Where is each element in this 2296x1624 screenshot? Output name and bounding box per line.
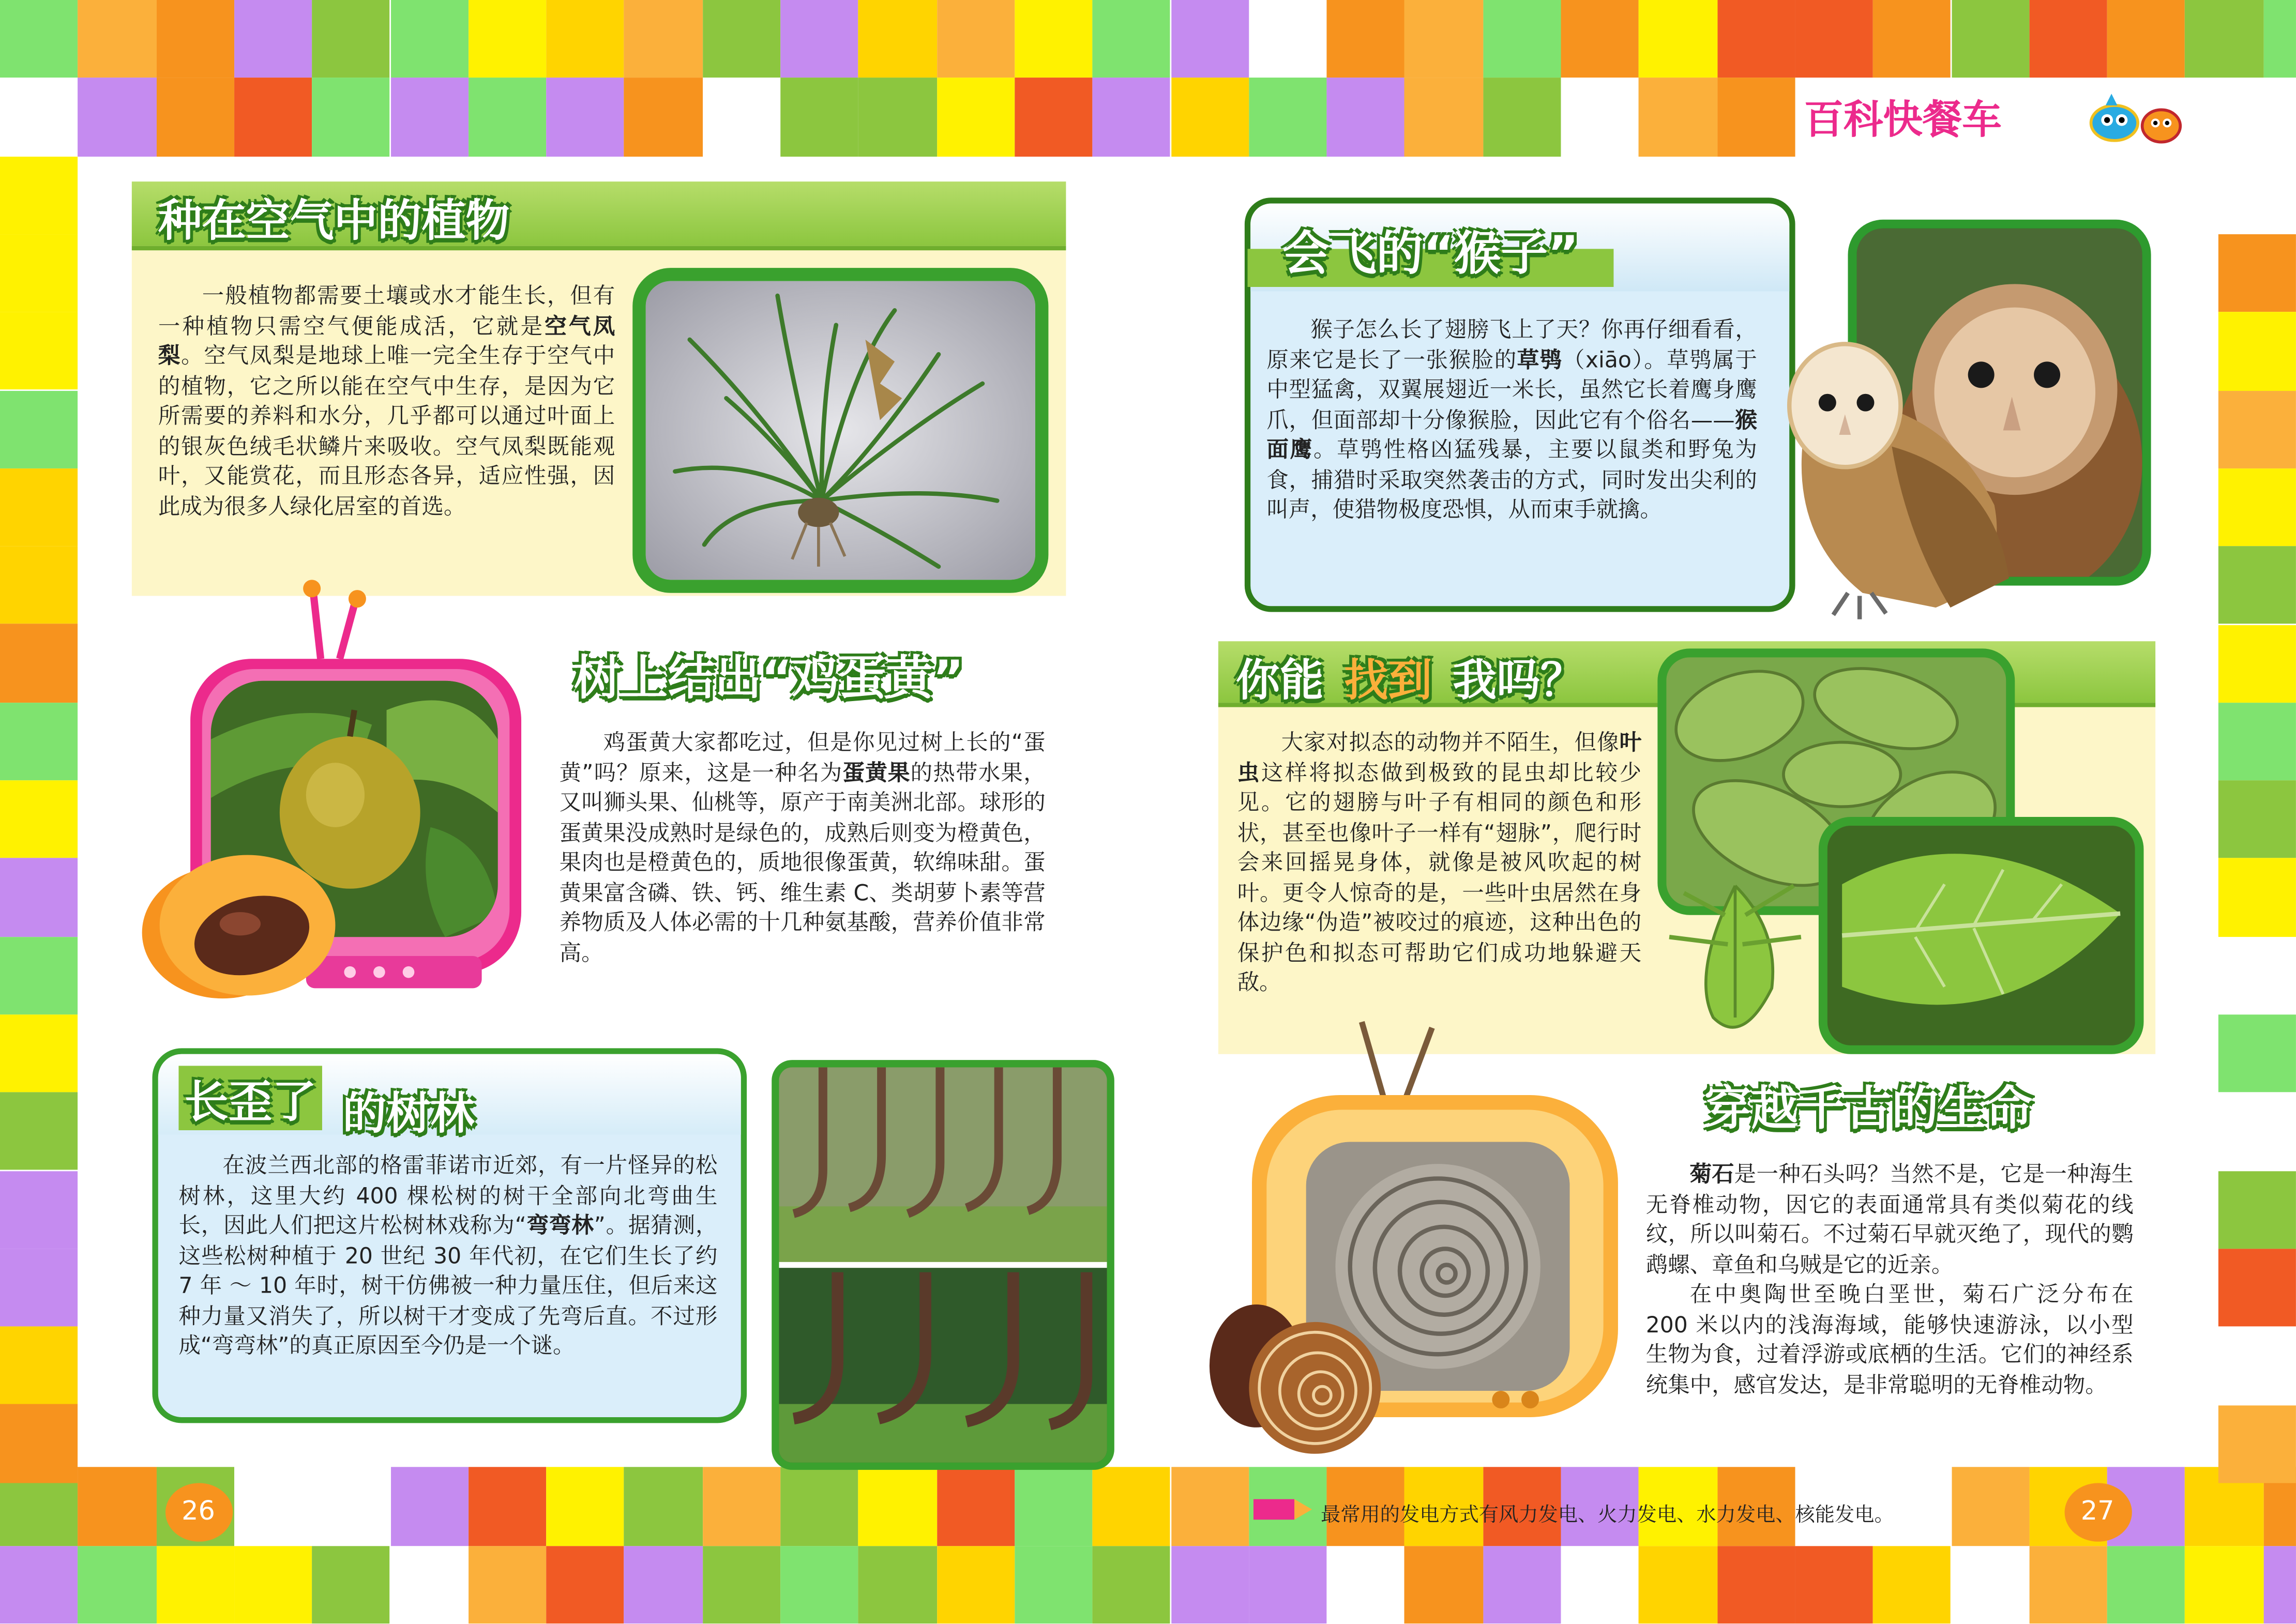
border-tile bbox=[1717, 78, 1795, 156]
border-tile bbox=[312, 78, 390, 156]
border-tile bbox=[0, 1014, 78, 1092]
border-tile bbox=[702, 1467, 780, 1545]
border-tile bbox=[2218, 1014, 2296, 1092]
egg-fruit-title: 树上结出“鸡蛋黄” bbox=[573, 650, 964, 706]
border-tile bbox=[0, 780, 78, 858]
border-tile bbox=[78, 1545, 156, 1623]
border-tile bbox=[858, 0, 936, 78]
forest-title-part1: 长歪了 bbox=[178, 1066, 322, 1130]
border-tile bbox=[0, 156, 78, 234]
border-tile bbox=[1639, 78, 1717, 156]
border-tile bbox=[1249, 0, 1327, 78]
border-tile bbox=[780, 0, 858, 78]
border-tile bbox=[1171, 1545, 1249, 1623]
border-tile bbox=[2218, 390, 2296, 468]
border-tile bbox=[1015, 78, 1093, 156]
border-tile bbox=[2218, 234, 2296, 312]
border-tile bbox=[2185, 1545, 2263, 1623]
ammonite-shell-illustration bbox=[1198, 1285, 1388, 1467]
border-tile bbox=[156, 78, 234, 156]
leaf-insect-text: 大家对拟态的动物并不陌生，但像叶虫这样将拟态做到极致的昆虫却比较少见。它的翅膀与叶子有相同的颜色和形状，甚至也像叶子一样有“翅脉”，爬行时会来回摇晃身体，就像是被风吹起的树叶。更令人惊奇的是，一些叶虫居然在身体边缘“伪造”被咬过的痕迹，这种出色的保护色和拟态可帮助它们成功地躲避天敌。 bbox=[1237, 729, 1642, 996]
border-tile bbox=[624, 0, 702, 78]
border-tile bbox=[312, 1545, 390, 1623]
border-tile bbox=[234, 1467, 312, 1545]
border-tile bbox=[2218, 312, 2296, 390]
border-tile bbox=[312, 0, 390, 78]
border-tile bbox=[1171, 78, 1249, 156]
border-tile bbox=[390, 1467, 469, 1545]
border-tile bbox=[469, 0, 547, 78]
border-tile bbox=[156, 0, 234, 78]
border-tile bbox=[1405, 1545, 1483, 1623]
forest-photo bbox=[772, 1060, 1114, 1470]
border-tile bbox=[78, 78, 156, 156]
border-tile bbox=[0, 624, 78, 702]
border-tile bbox=[1015, 1467, 1093, 1545]
border-tile bbox=[312, 1467, 390, 1545]
border-tile bbox=[546, 1545, 624, 1623]
border-tile bbox=[936, 1467, 1015, 1545]
border-tile bbox=[1561, 1545, 1639, 1623]
brand-logo bbox=[1804, 88, 2053, 144]
ammonite-text: 菊石是一种石头吗？当然不是，它是一种海生无脊椎动物，因它的表面通常具有类似菊花的线纹，所以叫菊石。不过菊石早就灭绝了，现代的鹦鹉螺、章鱼和乌贼是它的近亲。 在中奥陶世至晚白垩世，菊石广泛分布在 200 米以内的浅海海域，能够快速游泳，以小型生物为食，过着浮游或底栖的生活。它们的神经系统集中，感官发达，是非常聪明的无脊椎动物。 bbox=[1645, 1161, 2134, 1398]
border-tile bbox=[2218, 703, 2296, 781]
border-tile bbox=[2029, 0, 2107, 78]
border-tile bbox=[390, 78, 469, 156]
page-number-left: 26 bbox=[182, 1496, 215, 1527]
border-tile bbox=[1483, 0, 1561, 78]
border-tile bbox=[1639, 1545, 1717, 1623]
border-tile bbox=[0, 390, 78, 468]
border-tile bbox=[702, 0, 780, 78]
border-tile bbox=[702, 78, 780, 156]
ammonite-title: 穿越千古的生命 bbox=[1704, 1080, 2033, 1136]
page-number-right: 27 bbox=[2080, 1496, 2114, 1527]
border-tile bbox=[1093, 78, 1171, 156]
border-tile bbox=[1249, 1545, 1327, 1623]
border-tile bbox=[2107, 1545, 2185, 1623]
border-tile bbox=[2218, 625, 2296, 703]
air-plant-photo bbox=[632, 268, 1048, 593]
border-tile bbox=[2218, 547, 2296, 625]
border-tile bbox=[469, 78, 547, 156]
border-tile bbox=[1873, 0, 1951, 78]
border-tile bbox=[780, 1467, 858, 1545]
border-tile bbox=[0, 468, 78, 547]
border-tile bbox=[390, 0, 469, 78]
border-tile bbox=[936, 1545, 1015, 1623]
border-tile bbox=[1327, 1545, 1405, 1623]
border-tile bbox=[0, 1249, 78, 1327]
border-tile bbox=[469, 1545, 547, 1623]
border-tile bbox=[0, 1171, 78, 1249]
egg-fruit-cut-illustration bbox=[138, 830, 357, 1012]
leaf-insect-title-part2: 找到 bbox=[1344, 656, 1432, 707]
border-tile bbox=[1795, 1545, 1873, 1623]
border-tile bbox=[1561, 78, 1639, 156]
border-tile bbox=[0, 858, 78, 936]
border-tile bbox=[1717, 1545, 1795, 1623]
border-tile bbox=[546, 0, 624, 78]
border-tile bbox=[2263, 0, 2296, 78]
mascot-icon bbox=[2085, 88, 2187, 153]
border-tile bbox=[2218, 781, 2296, 859]
border-tile bbox=[1405, 0, 1483, 78]
border-tile bbox=[1951, 0, 2029, 78]
border-tile bbox=[624, 78, 702, 156]
border-tile bbox=[2218, 468, 2296, 547]
brand-title: 百科快餐车 bbox=[1804, 98, 2002, 144]
leaf-insect-title-part3: 我吗？ bbox=[1452, 656, 1584, 707]
border-tile bbox=[936, 0, 1015, 78]
border-tile bbox=[234, 1545, 312, 1623]
border-tile bbox=[0, 1545, 78, 1623]
border-tile bbox=[546, 78, 624, 156]
border-tile bbox=[2218, 1171, 2296, 1249]
border-tile bbox=[0, 0, 78, 78]
border-tile bbox=[702, 1545, 780, 1623]
border-tile bbox=[0, 312, 78, 390]
border-tile bbox=[234, 0, 312, 78]
border-tile bbox=[78, 1467, 156, 1545]
border-tile bbox=[858, 1467, 936, 1545]
border-tile bbox=[1951, 1467, 2029, 1545]
border-tile bbox=[1405, 78, 1483, 156]
border-tile bbox=[1717, 0, 1795, 78]
border-tile bbox=[1015, 1545, 1093, 1623]
border-tile bbox=[546, 1467, 624, 1545]
border-tile bbox=[0, 234, 78, 312]
border-tile bbox=[0, 702, 78, 780]
border-tile bbox=[1093, 1467, 1171, 1545]
border-tile bbox=[780, 78, 858, 156]
border-tile bbox=[0, 1092, 78, 1171]
border-tile bbox=[2218, 858, 2296, 936]
border-tile bbox=[1249, 78, 1327, 156]
border-tile bbox=[2029, 1545, 2107, 1623]
border-tile bbox=[1483, 78, 1561, 156]
border-tile bbox=[234, 78, 312, 156]
egg-fruit-text: 鸡蛋黄大家都吃过，但是你见过树上长的“蛋黄”吗？原来，这是一种名为蛋黄果的热带水果，又叫狮头果、仙桃等，原产于南美洲北部。球形的蛋黄果没成熟时是绿色的，成熟后则变为橙黄色，果肉也是橙黄色的，质地很像蛋黄，软绵味甜。蛋黄果富含磷、铁、钙、维生素 C、类胡萝卜素等营养物质及人体必需的十几种氨基酸，营养价值非常高。 bbox=[559, 729, 1046, 966]
border-tile bbox=[1639, 0, 1717, 78]
border-tile bbox=[1327, 78, 1405, 156]
border-tile bbox=[1873, 1545, 1951, 1623]
border-tile bbox=[1093, 0, 1171, 78]
air-plant-title: 种在空气中的植物 bbox=[158, 196, 510, 248]
border-tile bbox=[0, 546, 78, 624]
border-tile bbox=[390, 1545, 469, 1623]
border-tile bbox=[1015, 0, 1093, 78]
border-tile bbox=[780, 1545, 858, 1623]
border-tile bbox=[1795, 0, 1873, 78]
border-tile bbox=[2107, 0, 2185, 78]
border-tile bbox=[1327, 0, 1405, 78]
barn-owl-illustration bbox=[1775, 329, 2023, 628]
border-tile bbox=[936, 78, 1015, 156]
border-tile bbox=[2218, 1327, 2296, 1405]
border-tile bbox=[0, 1327, 78, 1405]
border-tile bbox=[2218, 936, 2296, 1014]
footer-tip: 最常用的发电方式有风力发电、火力发电、水力发电、核能发电。 bbox=[1321, 1504, 1894, 1527]
border-tile bbox=[0, 78, 78, 156]
border-tile bbox=[0, 1405, 78, 1483]
border-tile bbox=[2263, 1545, 2296, 1623]
border-tile bbox=[2218, 1405, 2296, 1483]
border-tile bbox=[156, 1545, 234, 1623]
border-tile bbox=[1171, 1467, 1249, 1545]
border-tile bbox=[469, 1467, 547, 1545]
forest-title-part2: 的树林 bbox=[342, 1089, 475, 1141]
border-tile bbox=[1561, 0, 1639, 78]
border-tile bbox=[2218, 1249, 2296, 1327]
border-tile bbox=[1171, 0, 1249, 78]
border-tile bbox=[1483, 1545, 1561, 1623]
border-tile bbox=[624, 1545, 702, 1623]
owl-text: 猴子怎么长了翅膀飞上了天？你再仔细看看，原来它是长了一张猴脸的草鸮（xiāo）。草鸮属于中型猛禽，双翼展翅近一米长，虽然它长着鹰身鹰爪，但面部却十分像猴脸，因此它有个俗名——猴面鹰。草鸮性格凶猛残暴，主要以鼠类和野兔为食，捕猎时采取突然袭击的方式，同时发出尖利的叫声，使猎物极度恐惧，从而束手就擒。 bbox=[1266, 316, 1757, 523]
border-tile bbox=[624, 1467, 702, 1545]
border-tile bbox=[78, 0, 156, 78]
border-tile bbox=[858, 1545, 936, 1623]
border-tile bbox=[0, 936, 78, 1014]
border-tile bbox=[858, 78, 936, 156]
pencil-icon bbox=[1253, 1493, 1312, 1531]
air-plant-text: 一般植物都需要土壤或水才能生长，但有一种植物只需空气便能成活，它就是空气凤梨。空气凤梨是地球上唯一完全生存于空气中的植物，它之所以能在空气中生存，是因为它所需要的养料和水分，几乎都可以通过叶面上的银灰色绒毛状鳞片来吸收。空气凤梨既能观叶，又能赏花，而且形态各异，适应性强，因此成为很多人绿化居室的首选。 bbox=[158, 282, 615, 519]
border-tile bbox=[1093, 1545, 1171, 1623]
leaf-insect-title-part1: 你能 bbox=[1235, 656, 1324, 707]
leaf-insect-photo-bottom bbox=[1819, 817, 2144, 1054]
border-tile bbox=[1951, 1545, 2029, 1623]
border-tile bbox=[2218, 1092, 2296, 1171]
owl-title: 会飞的“猴子” bbox=[1282, 225, 1579, 281]
leaf-insect-illustration bbox=[1655, 856, 1816, 1060]
forest-text: 在波兰西北部的格雷菲诺市近郊，有一片怪异的松树林，这里大约 400 棵松树的树干全部向北弯曲生长，因此人们把这片松树林戏称为“弯弯林”。据猜测，这些松树种植于 20 世纪 30 年代初，在它们生长了约 7 年 ～ 10 年时，树干仿佛被一种力量压住，但后来这种力量又消失了，所以树干才变成了先弯后直。不过形成“弯弯林”的真正原因至今仍是一个谜。 bbox=[178, 1152, 718, 1359]
border-tile bbox=[2185, 0, 2263, 78]
